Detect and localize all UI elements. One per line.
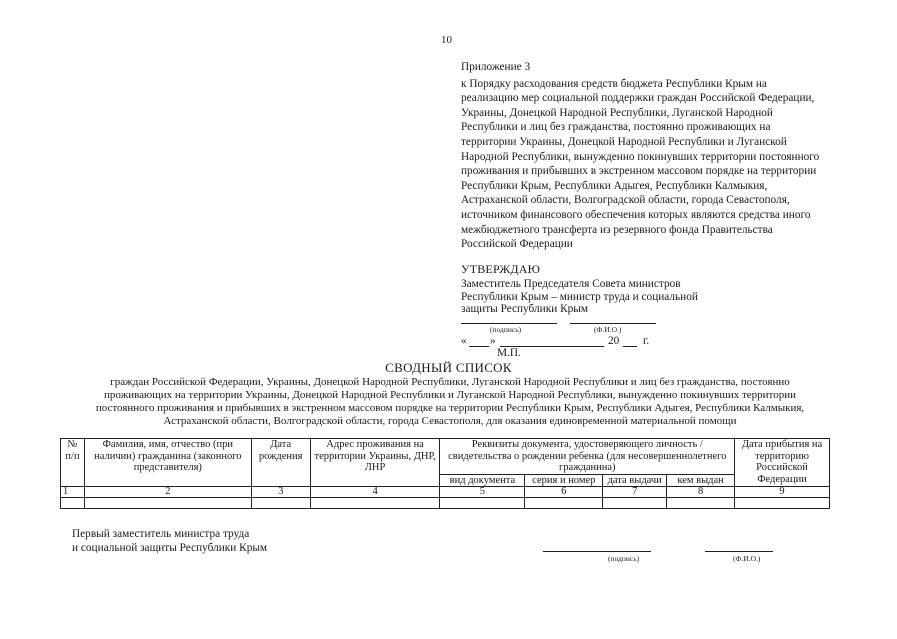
column-number: 2	[84, 487, 251, 498]
date-year-line	[623, 346, 637, 347]
approver-title-line-3: защиты Республики Крым	[461, 303, 588, 316]
table-cell	[251, 498, 310, 509]
column-number: 5	[440, 487, 525, 498]
summary-table	[60, 438, 830, 509]
appendix-block	[461, 60, 826, 252]
column-number: 1	[61, 487, 85, 498]
table-cell	[667, 498, 735, 509]
table-cell	[735, 498, 830, 509]
approval-signature-line	[461, 323, 557, 324]
date-open-quote: «	[461, 335, 467, 347]
col-header-series: серия и номер	[525, 474, 603, 487]
column-number: 6	[525, 487, 603, 498]
table-row	[61, 498, 830, 509]
footer-signature-label: (подпись)	[608, 554, 640, 563]
approver-title-line-2: Республики Крым – министр труда и социальной	[461, 290, 698, 303]
column-number: 4	[310, 487, 440, 498]
col-header-issue-date: дата выдачи	[603, 474, 667, 487]
appendix-title: Приложение 3	[461, 61, 531, 73]
column-number: 3	[251, 487, 310, 498]
approval-name-label: (Ф.И.О.)	[594, 325, 622, 334]
column-number: 7	[603, 487, 667, 498]
stamp-label: М.П.	[497, 347, 521, 359]
approval-signature-label: (подпись)	[490, 325, 522, 334]
date-day-line	[469, 346, 489, 347]
col-header-doc-type: вид документа	[440, 474, 525, 487]
column-number: 8	[667, 487, 735, 498]
page-number: 10	[441, 34, 452, 46]
footer-name-label: (Ф.И.О.)	[733, 554, 761, 563]
date-close-quote: »	[490, 335, 496, 347]
approval-name-line	[570, 323, 656, 324]
list-description: граждан Российской Федерации, Украины, Донецкой Народной Республики, Луганской Народной Республики и лиц без гражданства, постоянно проживающих на территории Украины, Донецкой Народной Республики и Луганской Народной Республики, вынужденно покинувших территории постоянного проживания и прибывших в экстренном массовом порядке на территории Республики Крым, Республики Адыгея, Республики Калмыкия, Астраханской области, Волгоградской области, города Севастополя, для оказания единовременной материальной помощи	[95, 376, 805, 427]
table-cell	[84, 498, 251, 509]
col-header-address: Адрес проживания на территории Украины, ДНР, ЛНР	[310, 439, 440, 487]
col-header-arrival: Дата прибытия на территорию Российской Федерации	[735, 439, 830, 487]
column-number: 9	[735, 487, 830, 498]
col-header-name: Фамилия, имя, отчество (при наличии) гражданина (законного представителя)	[84, 439, 251, 487]
table-cell	[440, 498, 525, 509]
appendix-text: к Порядку расходования средств бюджета Республики Крым на реализацию мер социальной поддержки граждан Российской Федерации, Украины, Донецкой Народной Республики, Луганской Народной Республики и лиц без гражданства, постоянно проживающих на территории Украины, Донецкой Народной Республики и Луганской Народной Республики, вынужденно покинувших территории постоянного проживания и прибывших в экстренном массовом порядке на территории Республики Крым, Республики Адыгея, Республики Калмыкия, Астраханской области, Волгоградской области, города Севастополя, источником финансового обеспечения которых являются средства иного межбюджетного трансферта из резервного фонда Правительства Российской Федерации	[461, 77, 820, 251]
date-year-prefix: 20	[608, 335, 620, 347]
footer-signatory	[72, 528, 267, 556]
footer-line-2: и социальной защиты Республики Крым	[72, 541, 268, 554]
footer-line-1: Первый заместитель министра труда	[72, 528, 250, 540]
table-cell	[61, 498, 85, 509]
table-cell	[603, 498, 667, 509]
column-number-row	[61, 487, 830, 498]
footer-name-line	[705, 551, 773, 552]
col-header-birth: Дата рождения	[251, 439, 310, 487]
date-year-suffix: г.	[643, 335, 650, 347]
approver-title-line-1: Заместитель Председателя Совета министров	[461, 277, 681, 290]
approval-block	[461, 263, 821, 316]
list-title: СВОДНЫЙ СПИСОК	[385, 360, 512, 375]
col-header-num: № п/п	[61, 439, 85, 487]
col-header-doc-group: Реквизиты документа, удостоверяющего личность / свидетельства о рождении ребенка (для несовершеннолетнего гражданина)	[440, 439, 735, 475]
col-header-issued-by: кем выдан	[667, 474, 735, 487]
footer-signature-line	[543, 551, 651, 552]
table-cell	[525, 498, 603, 509]
approve-heading: УТВЕРЖДАЮ	[461, 262, 541, 276]
table-cell	[310, 498, 440, 509]
